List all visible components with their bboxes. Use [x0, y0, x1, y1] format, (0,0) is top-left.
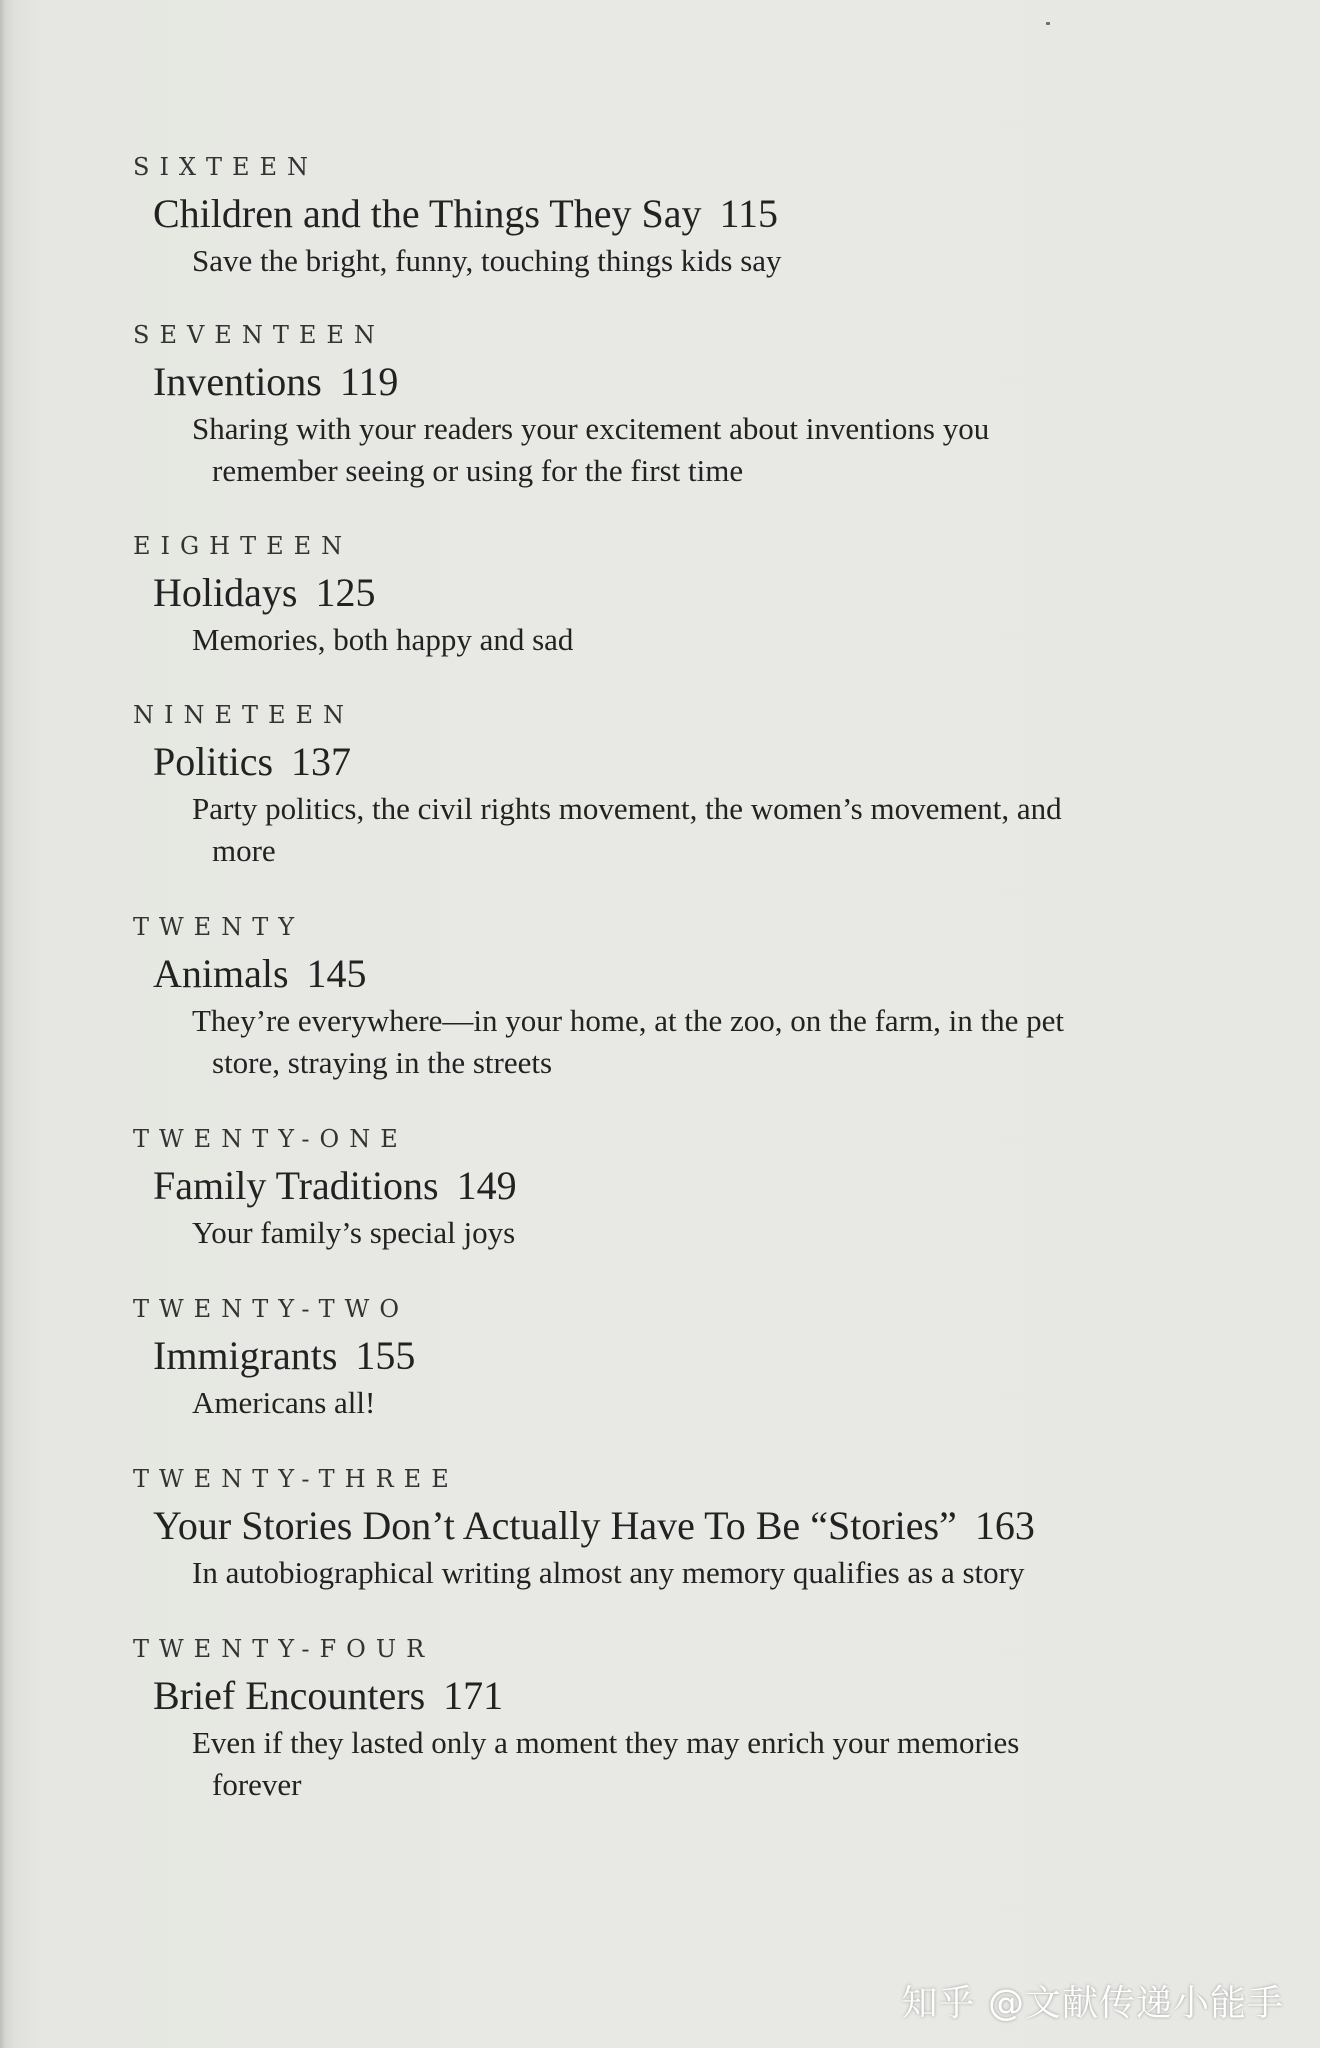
chapter-number: TWENTY-TWO	[133, 1295, 410, 1323]
scan-speck	[1046, 22, 1050, 25]
watermark-text: 知乎 @文献传递小能手	[901, 1983, 1284, 2024]
chapter-title: Inventions	[153, 359, 322, 404]
chapter-heading	[153, 569, 1163, 617]
chapter-title: Family Traditions	[153, 1163, 439, 1208]
chapter-number: TWENTY-ONE	[133, 1125, 408, 1153]
chapter-title: Animals	[153, 951, 289, 996]
chapter-title: Your Stories Don’t Actually Have To Be “Stories”	[153, 1503, 957, 1548]
chapter-page-number: 171	[443, 1673, 504, 1718]
chapter-number: TWENTY-THREE	[133, 1465, 459, 1493]
chapter-heading	[153, 1162, 1163, 1210]
chapter-page-number: 155	[355, 1333, 416, 1378]
toc-entry	[133, 1632, 1163, 1806]
chapter-title: Children and the Things They Say	[153, 191, 702, 236]
chapter-number: NINETEEN	[133, 701, 355, 729]
chapter-heading	[153, 950, 1163, 998]
chapter-page-number: 119	[339, 359, 399, 404]
chapter-description: Memories, both happy and sad	[192, 622, 574, 657]
chapter-heading	[153, 358, 1163, 406]
chapter-number: TWENTY	[133, 913, 305, 941]
toc-entry	[133, 529, 1163, 661]
chapter-page-number: 115	[719, 191, 778, 236]
chapter-number: EIGHTEEN	[133, 532, 353, 560]
chapter-description: Americans all!	[192, 1385, 376, 1420]
chapter-heading	[153, 1332, 1163, 1380]
toc-entry	[133, 1292, 1163, 1424]
chapter-description: Sharing with your readers your excitement about inventions you remember seeing or using for the first time	[192, 411, 990, 488]
chapter-description: Your family’s special joys	[192, 1215, 516, 1250]
toc-entry	[133, 698, 1163, 872]
chapter-number: SEVENTEEN	[133, 321, 385, 349]
chapter-heading	[153, 1672, 1163, 1720]
chapter-title: Brief Encounters	[153, 1673, 426, 1718]
chapter-page-number: 163	[974, 1503, 1035, 1548]
toc-entry	[133, 150, 1163, 282]
chapter-number: TWENTY-FOUR	[133, 1635, 435, 1663]
toc-entry	[133, 1122, 1163, 1254]
chapter-heading	[153, 1502, 1163, 1550]
chapter-title: Holidays	[153, 570, 298, 615]
chapter-description: They’re everywhere—in your home, at the zoo, on the farm, in the pet store, straying in the streets	[192, 1003, 1064, 1080]
chapter-page-number: 145	[306, 951, 367, 996]
chapter-title: Politics	[153, 739, 274, 784]
chapter-heading	[153, 190, 1163, 238]
chapter-description: In autobiographical writing almost any memory qualifies as a story	[192, 1555, 1025, 1590]
toc-entry	[133, 318, 1163, 492]
chapter-page-number: 137	[291, 739, 352, 784]
toc-entry	[133, 910, 1163, 1084]
chapter-description: Even if they lasted only a moment they may enrich your memories forever	[192, 1725, 1020, 1802]
chapter-description: Save the bright, funny, touching things kids say	[192, 243, 782, 278]
chapter-title: Immigrants	[153, 1333, 338, 1378]
chapter-description: Party politics, the civil rights movement, the women’s movement, and more	[192, 791, 1062, 868]
chapter-heading	[153, 738, 1163, 786]
chapter-page-number: 149	[456, 1163, 517, 1208]
chapter-number: SIXTEEN	[133, 153, 319, 181]
toc-entry	[133, 1462, 1163, 1594]
chapter-page-number: 125	[315, 570, 376, 615]
page-spine-edge	[0, 0, 6, 2048]
